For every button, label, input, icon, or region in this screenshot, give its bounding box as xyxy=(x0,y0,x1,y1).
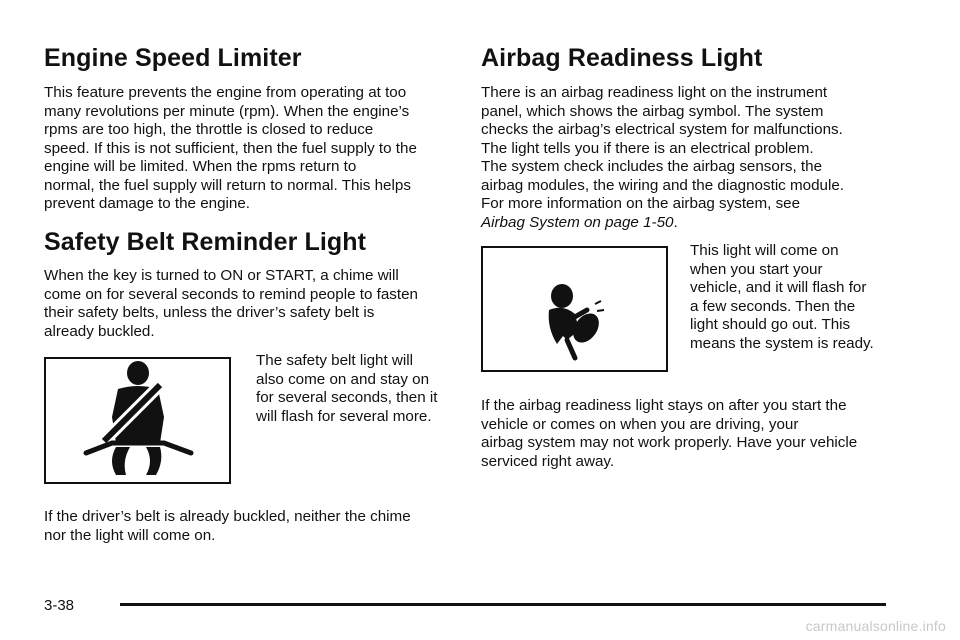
safety-belt-light-box xyxy=(44,357,231,484)
airbag-readiness-main-text: There is an airbag readiness light on the instrument panel, which shows the airbag symbol. The system checks the airbag’s electrical system for malfunctions. The light tells you if there is an electrical problem. The system check includes the airbag sensors, the airbag modules, the wiring and the diagnostic module. For more information on the airbag system, see xyxy=(481,84,845,212)
airbag-system-page-reference: Airbag System on page 1-50 xyxy=(481,213,674,231)
airbag-light-side-text: This light will come on when you start your vehicle, and it will flash for a few seconds. Then the light should go out. This means the system is ready. xyxy=(690,242,874,352)
safety-belt-icon xyxy=(46,359,229,482)
airbag-after-text: If the airbag readiness light stays on after you start the vehicle or comes on when you are driving, your airbag system may not work properly. Have your vehicle serviced right away. xyxy=(481,397,858,470)
airbag-icon xyxy=(483,248,666,370)
engine-speed-limiter-heading: Engine Speed Limiter xyxy=(44,44,302,72)
page-number: 3-38 xyxy=(44,597,75,614)
safety-belt-reminder-heading: Safety Belt Reminder Light xyxy=(44,228,367,256)
airbag-light-box xyxy=(481,246,668,372)
watermark: carmanualsonline.info xyxy=(805,618,946,634)
safety-belt-light-side-text: The safety belt light will also come on and stay on for several seconds, then it will flash for several more. xyxy=(256,352,438,425)
safety-belt-reminder-text: When the key is turned to ON or START, a chime will come on for several seconds to remind people to fasten their safety belts, unless the driver’s safety belt is already buckled. xyxy=(44,267,418,340)
airbag-readiness-heading: Airbag Readiness Light xyxy=(481,44,763,72)
footer-rule xyxy=(120,603,886,606)
airbag-reference-period: . xyxy=(673,213,678,231)
airbag-readiness-text xyxy=(481,84,844,232)
engine-speed-limiter-text: This feature prevents the engine from operating at too many revolutions per minute (rpm). When the engine’s rpms are too high, the throttle is closed to reduce speed. If this is not sufficient, then the fuel supply to the engine will be limited. When the rpms return to normal, the fuel supply will return to normal. This helps prevent damage to the engine. xyxy=(44,84,417,212)
safety-belt-after-text: If the driver’s belt is already buckled, neither the chime nor the light will come on. xyxy=(44,508,411,544)
